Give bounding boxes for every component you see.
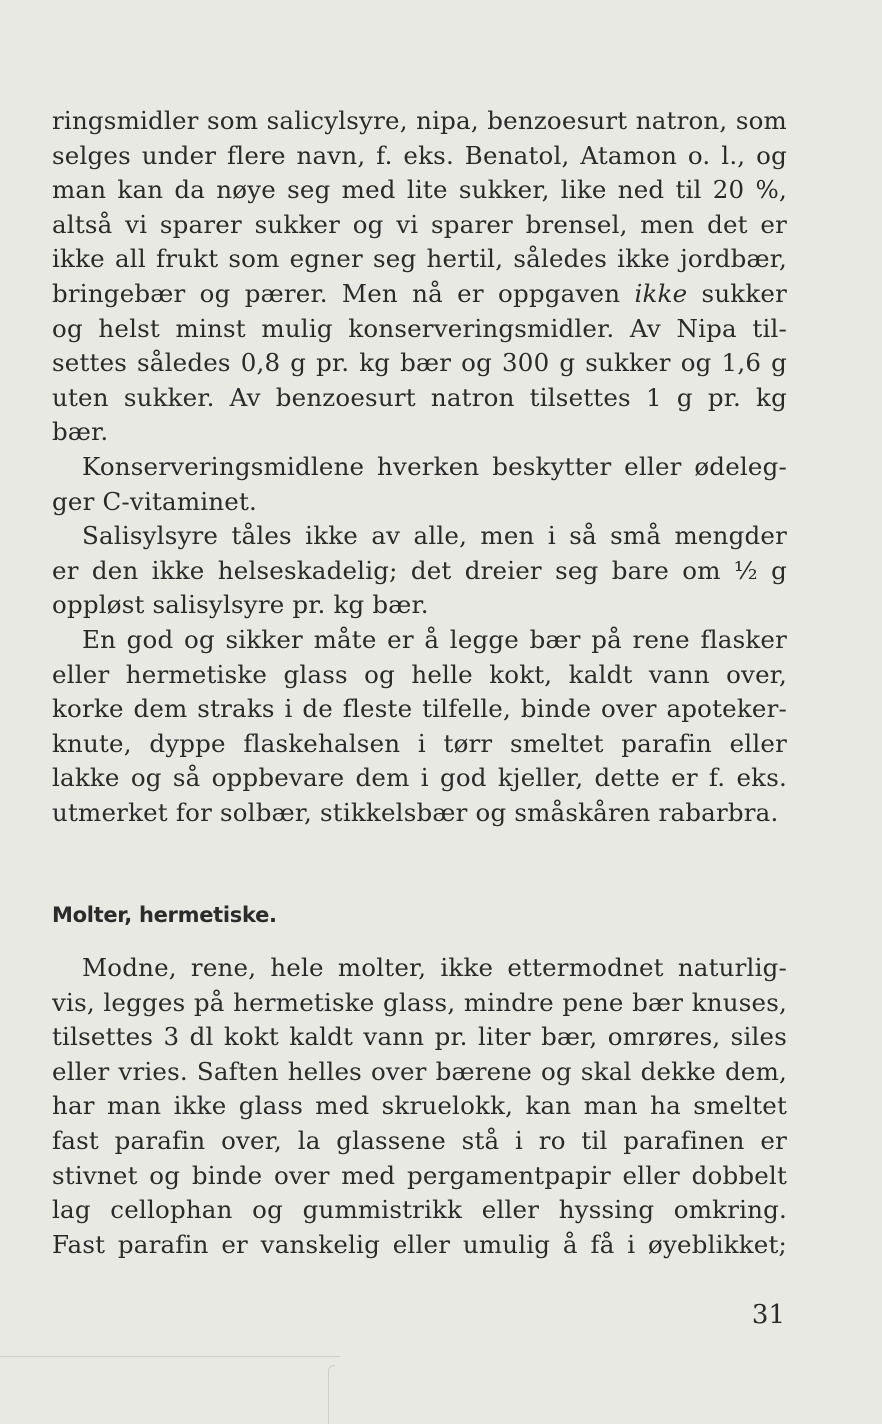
text-line: selges under flere navn, f. eks. Benatol, Atamon o. l., og xyxy=(52,140,787,170)
text-line: knute, dyppe flaskehalsen i tørr smeltet parafin eller xyxy=(52,728,787,758)
text-line: eller vries. Saften helles over bærene og skal dekke dem, xyxy=(52,1056,787,1086)
text-line: utmerket for solbær, stikkelsbær og småskåren rabarbra. xyxy=(52,797,779,827)
text-line: lakke og så oppbevare dem i god kjeller, dette er f. eks. xyxy=(52,763,787,793)
text-line: eller hermetiske glass og helle kokt, kaldt vann over, xyxy=(52,659,787,689)
text-line: vis, legges på hermetiske glass, mindre pene bær knuses, xyxy=(52,987,787,1017)
text-line: settes således 0,8 g pr. kg bær og 300 g sukker og 1,6 g xyxy=(52,348,787,378)
scan-edge-tab xyxy=(328,1365,335,1424)
text-line-with-italic xyxy=(52,277,787,312)
italic-word: ikke xyxy=(634,278,688,308)
text-line: ger C-vitaminet. xyxy=(52,486,258,516)
page-number: 31 xyxy=(751,1300,785,1330)
text-line: altså vi sparer sukker og vi sparer brensel, men det er xyxy=(52,209,787,239)
body-text-top xyxy=(52,104,787,830)
text-line: Salisylsyre tåles ikke av alle, men i så små mengder xyxy=(82,521,787,551)
text-line: Modne, rene, hele molter, ikke ettermodnet naturlig- xyxy=(82,953,787,982)
text-fragment: bringebær og pærer. Men nå er oppgaven xyxy=(52,278,621,308)
text-line: bær. xyxy=(52,417,109,447)
text-line: tilsettes 3 dl kokt kaldt vann pr. liter bær, omrøres, siles xyxy=(52,1022,787,1052)
text-line: uten sukker. Av benzoesurt natron tilsettes 1 g pr. kg xyxy=(52,382,787,412)
body-text-bottom xyxy=(52,951,787,1262)
text-line: ikke all frukt som egner seg hertil, således ikke jordbær, xyxy=(52,244,787,274)
text-line: korke dem straks i de fleste tilfelle, binde over apoteker- xyxy=(52,694,787,724)
text-line: En god og sikker måte er å legge bær på rene flasker xyxy=(82,624,787,654)
text-line: oppløst salisylsyre pr. kg bær. xyxy=(52,590,429,620)
text-line: fast parafin over, la glassene stå i ro til parafinen er xyxy=(52,1125,787,1155)
scan-edge-line xyxy=(0,1356,340,1357)
text-line: stivnet og binde over med pergamentpapir eller dobbelt xyxy=(52,1160,787,1190)
text-line: Fast parafin er vanskelig eller umulig å få i øyeblikket; xyxy=(52,1229,787,1259)
text-line: lag cellophan og gummistrikk eller hyssing omkring. xyxy=(52,1195,787,1225)
text-line: og helst minst mulig konserveringsmidler. Av Nipa til- xyxy=(52,313,787,343)
text-fragment: sukker xyxy=(701,278,788,308)
text-line: man kan da nøye seg med lite sukker, like ned til 20 %, xyxy=(52,175,787,205)
text-line: ringsmidler som salicylsyre, nipa, benzoesurt natron, som xyxy=(52,106,787,135)
text-line: er den ikke helseskadelig; det dreier seg bare om ½ g xyxy=(52,555,787,585)
text-line: Konserveringsmidlene hverken beskytter eller ødeleg- xyxy=(82,451,787,481)
section-heading: Molter, hermetiske. xyxy=(52,903,277,927)
text-line: har man ikke glass med skruelokk, kan man ha smeltet xyxy=(52,1091,787,1121)
